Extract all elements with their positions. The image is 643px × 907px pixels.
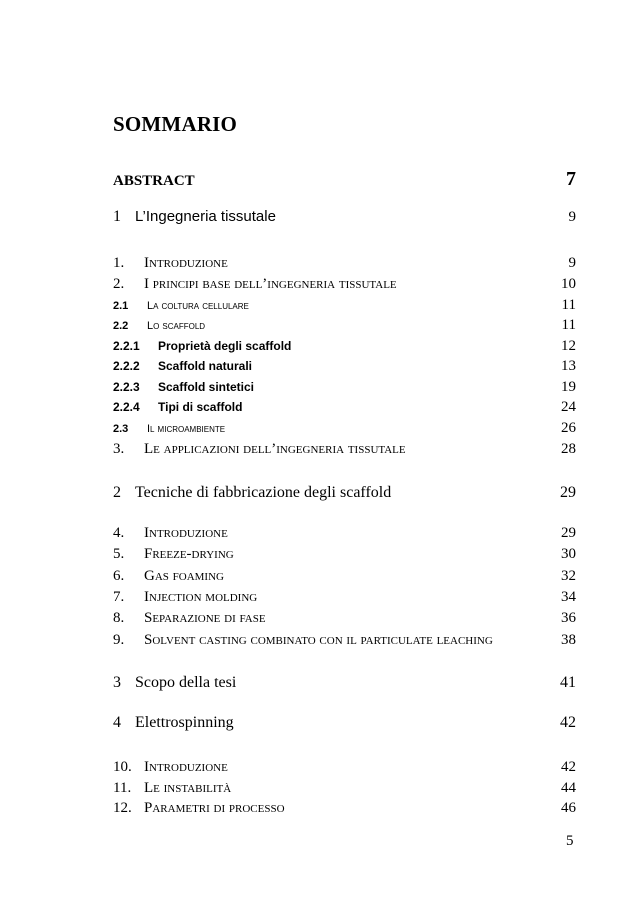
toc-chapter-row[interactable]	[113, 674, 576, 692]
toc-entry-num: 9.	[113, 632, 125, 648]
toc-chapter-num: 2	[113, 484, 121, 501]
page-number: 5	[566, 833, 574, 849]
toc-entry-num: 7.	[113, 589, 125, 605]
toc-entry-title: Tipi di scaffold	[158, 400, 243, 414]
toc-entry-title: Proprietà degli scaffold	[158, 339, 292, 353]
toc-entry-title: Le applicazioni dell’ingegneria tissutale	[144, 441, 406, 457]
toc-entry-num: 2.3	[113, 423, 129, 435]
toc-entry-title: Separazione di fase	[144, 610, 266, 626]
toc-chapter-title: Scopo della tesi	[135, 674, 237, 691]
toc-entry-num: 3.	[113, 441, 125, 457]
toc-entry-num: 5.	[113, 546, 125, 562]
toc-entry-page: 36	[561, 610, 576, 626]
toc-entry-page: 24	[561, 399, 576, 415]
toc-entry-title: La coltura cellulare	[147, 300, 249, 312]
toc-entry-title: Introduzione	[144, 525, 228, 541]
toc-entry-page: 11	[561, 297, 576, 313]
toc-entry-num: 2.	[113, 276, 125, 292]
toc-entry-page: 12	[561, 338, 576, 354]
toc-entry-num: 2.2.3	[113, 380, 140, 394]
toc-entry-row[interactable]	[113, 276, 576, 293]
toc-chapter-page: 42	[560, 714, 576, 731]
toc-entry-page: 29	[561, 525, 576, 541]
toc-chapter-title: L’Ingegneria tissutale	[135, 208, 276, 225]
toc-entry-num: 2.1	[113, 300, 129, 312]
toc-entry-row[interactable]	[113, 759, 576, 776]
toc-chapter-page: 9	[568, 209, 576, 225]
toc-entry-row[interactable]	[113, 610, 576, 627]
toc-entry-title: I principi base dell’ingegneria tissutale	[144, 276, 397, 292]
toc-entry-num: 6.	[113, 568, 125, 584]
toc-chapter-num: 4	[113, 714, 121, 731]
toc-entry-num: 2.2.1	[113, 339, 140, 353]
toc-entry-title: Lo scaffold	[147, 320, 206, 332]
toc-entry-title: Introduzione	[144, 255, 228, 271]
toc-chapter-row[interactable]	[113, 484, 576, 502]
toc-entry-num: 1.	[113, 255, 125, 271]
toc-entry-num: 2.2.4	[113, 400, 140, 414]
toc-chapter-num: 1	[113, 208, 121, 225]
toc-entry-num: 12.	[113, 800, 132, 816]
toc-entry-page: 28	[561, 441, 576, 457]
toc-entry-page: 32	[561, 568, 576, 584]
toc-entry-page: 30	[561, 546, 576, 562]
toc-entry-page: 34	[561, 589, 576, 605]
toc-entry-row[interactable]	[113, 420, 576, 437]
toc-entry-page: 11	[561, 317, 576, 333]
toc-entry-num: 4.	[113, 525, 125, 541]
toc-abstract-page: 7	[566, 168, 576, 190]
toc-entry-row[interactable]	[113, 317, 576, 334]
toc-entry-title: Introduzione	[144, 759, 228, 775]
toc-entry-row[interactable]	[113, 255, 576, 272]
toc-entry-title: Parametri di processo	[144, 800, 285, 816]
toc-entry-title: Gas foaming	[144, 568, 224, 584]
toc-entry-row[interactable]	[113, 297, 576, 314]
toc-entry-title: Injection molding	[144, 589, 258, 605]
toc-entry-num: 2.2	[113, 320, 129, 332]
toc-chapter-row[interactable]	[113, 208, 576, 226]
toc-entry-row[interactable]	[113, 399, 576, 416]
toc-entry-num: 10.	[113, 759, 132, 775]
toc-chapter-row[interactable]	[113, 714, 576, 732]
toc-entry-row[interactable]	[113, 632, 576, 649]
toc-entry-row[interactable]	[113, 358, 576, 375]
toc-entry-title: Le instabilità	[144, 780, 232, 796]
toc-entry-title: Freeze-drying	[144, 546, 234, 562]
toc-entry-row[interactable]	[113, 441, 576, 458]
toc-entry-row[interactable]	[113, 800, 576, 817]
toc-entry-page: 13	[561, 358, 576, 374]
toc-abstract-row[interactable]	[113, 168, 576, 191]
toc-chapter-title: Elettrospinning	[135, 714, 234, 731]
toc-entry-page: 44	[561, 780, 576, 796]
toc-chapter-page: 29	[560, 484, 576, 501]
toc-entry-row[interactable]	[113, 379, 576, 396]
toc-entry-page: 9	[568, 255, 576, 271]
toc-entry-title: Solvent casting combinato con il particulate leaching	[144, 632, 493, 648]
toc-heading: SOMMARIO	[113, 112, 238, 136]
toc-entry-page: 38	[561, 632, 576, 648]
toc-chapter-title: Tecniche di fabbricazione degli scaffold	[135, 484, 392, 501]
toc-entry-page: 19	[561, 379, 576, 395]
toc-entry-num: 11.	[113, 780, 132, 796]
toc-entry-row[interactable]	[113, 525, 576, 542]
toc-entry-row[interactable]	[113, 589, 576, 606]
toc-entry-page: 42	[561, 759, 576, 775]
toc-entry-num: 2.2.2	[113, 359, 140, 373]
toc-chapter-page: 41	[560, 674, 576, 691]
toc-entry-num: 8.	[113, 610, 125, 626]
toc-entry-page: 26	[561, 420, 576, 436]
toc-entry-row[interactable]	[113, 546, 576, 563]
toc-entry-title: Scaffold naturali	[158, 359, 253, 373]
toc-entry-row[interactable]	[113, 568, 576, 585]
toc-entry-row[interactable]	[113, 338, 576, 355]
toc-entry-title: Il microambiente	[147, 423, 226, 435]
toc-chapter-num: 3	[113, 674, 121, 691]
toc-entry-title: Scaffold sintetici	[158, 380, 255, 394]
toc-abstract-label: ABSTRACT	[113, 173, 195, 189]
toc-entry-page: 46	[561, 800, 576, 816]
toc-entry-page: 10	[561, 276, 576, 292]
toc-entry-row[interactable]	[113, 780, 576, 797]
